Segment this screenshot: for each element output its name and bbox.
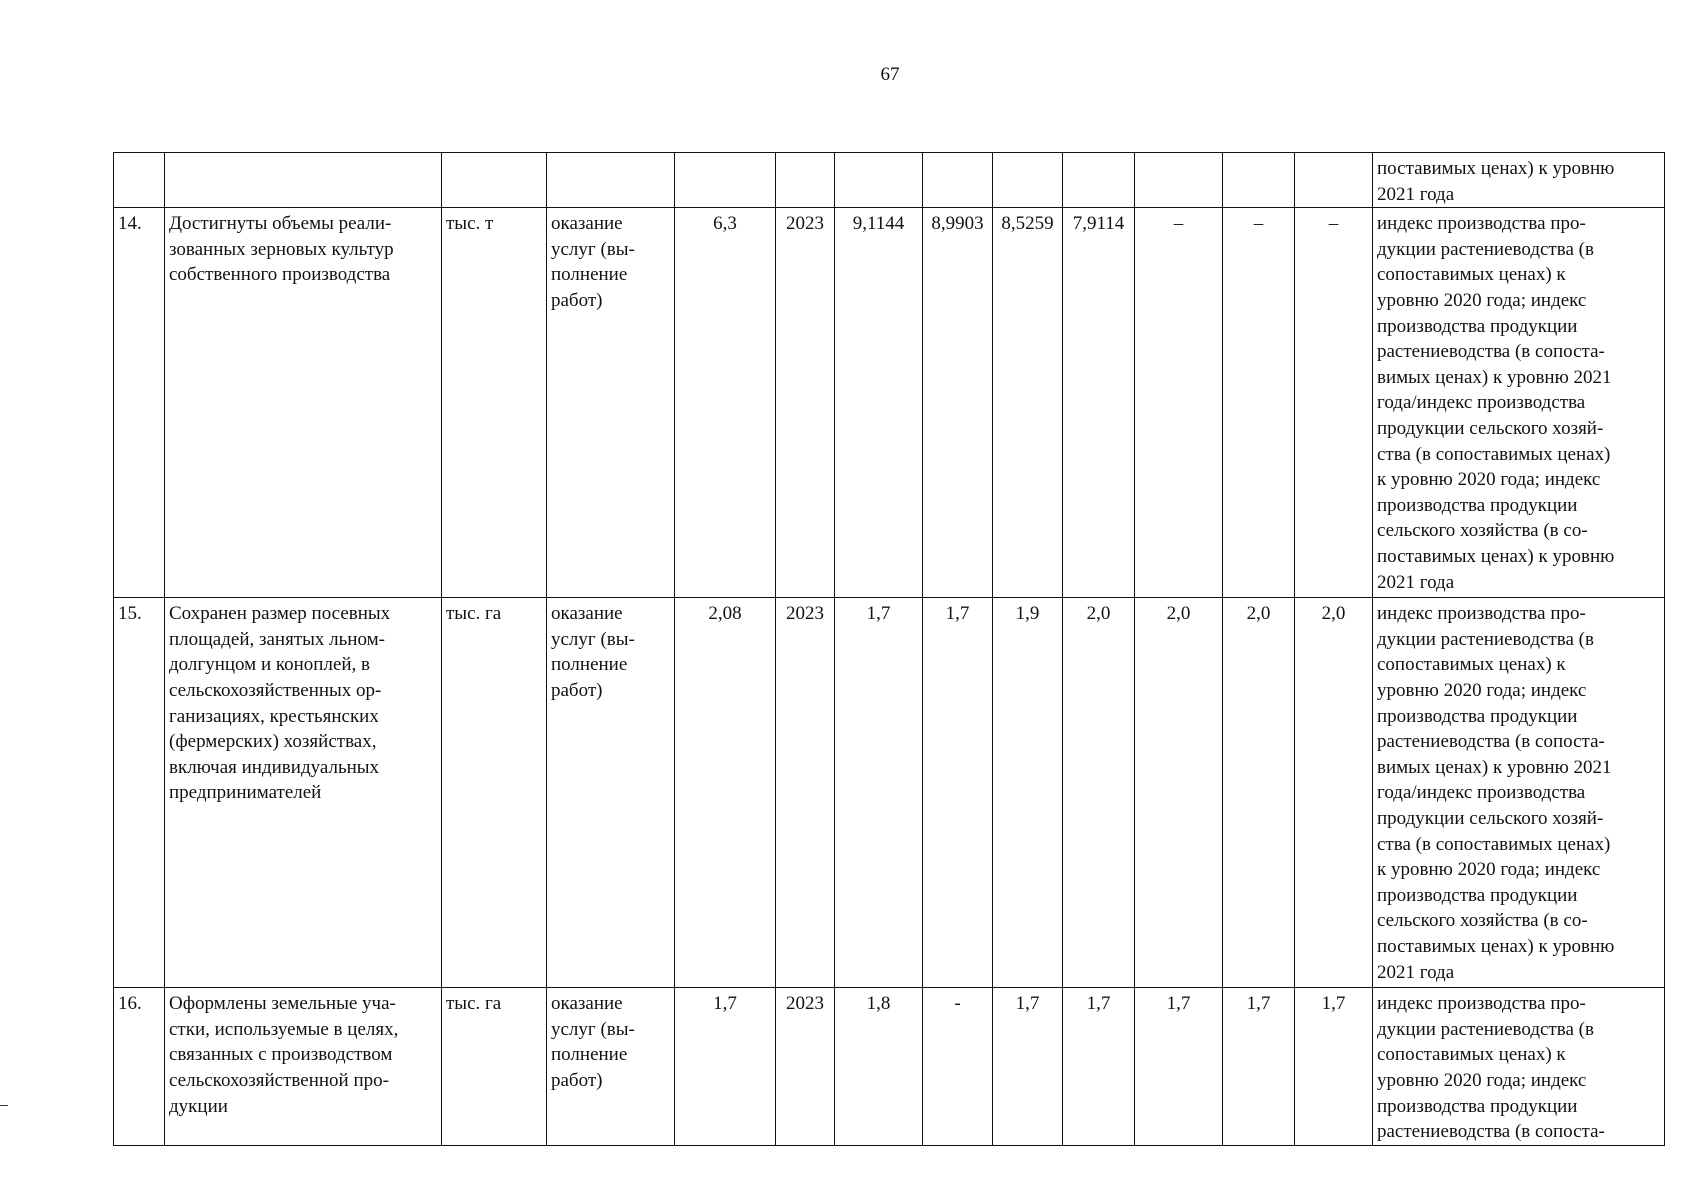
cell-base-value: 1,7: [675, 988, 776, 1146]
cell-empty: [165, 153, 442, 208]
table-row: [114, 988, 1665, 1146]
cell-value: 1,7: [1135, 988, 1223, 1146]
cell-value: –: [1135, 208, 1223, 598]
cell-value: –: [1223, 208, 1295, 598]
cell-note: поставимых ценах) к уровню 2021 года: [1373, 153, 1665, 208]
table-row: [114, 598, 1665, 988]
cell-unit: тыс. га: [442, 988, 547, 1146]
cell-value: 2,0: [1223, 598, 1295, 988]
cell-base-year: 2023: [776, 598, 835, 988]
cell-value: -: [923, 988, 993, 1146]
cell-empty: [1223, 153, 1295, 208]
cell-indicator-name: Достигнуты объемы реали- зованных зерновых культур собственного производства: [165, 208, 442, 598]
cell-base-value: 2,08: [675, 598, 776, 988]
cell-empty: [993, 153, 1063, 208]
cell-empty: [923, 153, 993, 208]
cell-indicator-name: Оформлены земельные уча- стки, используемые в целях, связанных с производством сельскохозяйственной про- дукции: [165, 988, 442, 1146]
cell-type: оказание услуг (вы- полнение работ): [547, 208, 675, 598]
cell-value: 1,7: [835, 598, 923, 988]
cell-value: 1,7: [1063, 988, 1135, 1146]
cell-note: индекс производства про- дукции растениеводства (в сопоставимых ценах) к уровню 2020 года; индекс производства продукции растениеводства (в сопоста-: [1373, 988, 1665, 1146]
cell-empty: [547, 153, 675, 208]
cell-unit: тыс. т: [442, 208, 547, 598]
cell-index: 14.: [114, 208, 165, 598]
cell-empty: [835, 153, 923, 208]
cell-empty: [114, 153, 165, 208]
cell-value: 1,8: [835, 988, 923, 1146]
cell-unit: тыс. га: [442, 598, 547, 988]
cell-value: 1,7: [923, 598, 993, 988]
cell-base-year: 2023: [776, 208, 835, 598]
cell-value: 1,9: [993, 598, 1063, 988]
cell-type: оказание услуг (вы- полнение работ): [547, 598, 675, 988]
cell-value: 2,0: [1295, 598, 1373, 988]
cell-empty: [675, 153, 776, 208]
cell-value: 8,9903: [923, 208, 993, 598]
cell-base-year: 2023: [776, 988, 835, 1146]
cell-value: 2,0: [1063, 598, 1135, 988]
page-number: 67: [880, 64, 900, 85]
cell-value: –: [1295, 208, 1373, 598]
table-row-continued: [114, 153, 1665, 208]
cell-value: 7,9114: [1063, 208, 1135, 598]
indicators-table: [113, 152, 1665, 1146]
cell-empty: [776, 153, 835, 208]
cell-note: индекс производства про- дукции растениеводства (в сопоставимых ценах) к уровню 2020 года; индекс производства продукции растениеводства (в сопоста- вимых ценах) к уровню 2021 года/индекс производства продукции сельского хозяй- ства (в сопоставимых ценах) к уровню 2020 года; индекс производства продукции сельского хозяйства (в со- поставимых ценах) к уровню 2021 года: [1373, 208, 1665, 598]
cell-empty: [1135, 153, 1223, 208]
cell-value: 8,5259: [993, 208, 1063, 598]
cell-value: 9,1144: [835, 208, 923, 598]
cell-value: 1,7: [1223, 988, 1295, 1146]
cell-type: оказание услуг (вы- полнение работ): [547, 988, 675, 1146]
cell-index: 15.: [114, 598, 165, 988]
cell-value: 1,7: [1295, 988, 1373, 1146]
cell-base-value: 6,3: [675, 208, 776, 598]
cell-indicator-name: Сохранен размер посевных площадей, занятых льном- долгунцом и коноплей, в сельскохозяйственных ор- ганизациях, крестьянских (фермерских) хозяйствах, включая индивидуальных предпринимателей: [165, 598, 442, 988]
cell-empty: [442, 153, 547, 208]
table-row: [114, 208, 1665, 598]
cell-empty: [1295, 153, 1373, 208]
margin-mark: [0, 1105, 8, 1106]
cell-note: индекс производства про- дукции растениеводства (в сопоставимых ценах) к уровню 2020 года; индекс производства продукции растениеводства (в сопоста- вимых ценах) к уровню 2021 года/индекс производства продукции сельского хозяй- ства (в сопоставимых ценах) к уровню 2020 года; индекс производства продукции сельского хозяйства (в со- поставимых ценах) к уровню 2021 года: [1373, 598, 1665, 988]
cell-value: 2,0: [1135, 598, 1223, 988]
cell-value: 1,7: [993, 988, 1063, 1146]
cell-empty: [1063, 153, 1135, 208]
cell-index: 16.: [114, 988, 165, 1146]
